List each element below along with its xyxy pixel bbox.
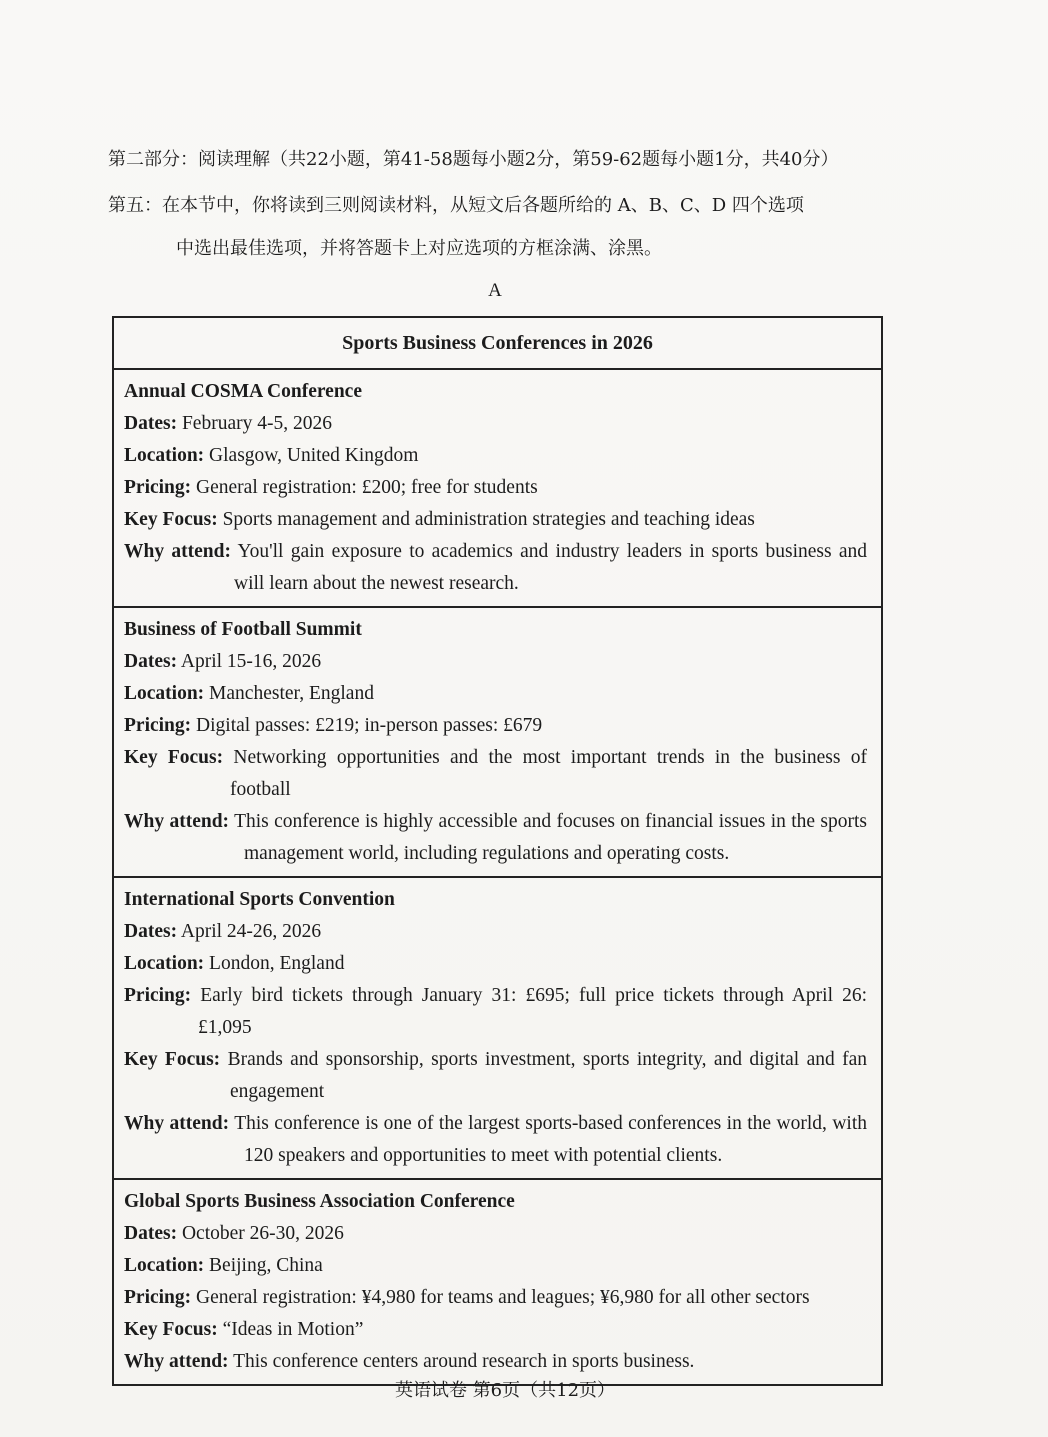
conference-name: International Sports Convention	[124, 889, 395, 910]
pricing-label: Pricing:	[124, 715, 192, 736]
section-instructions: 第五：在本节中，你将读到三则阅读材料，从短文后各题所给的 A、B、C、D 四个选项	[108, 195, 804, 216]
conference-location	[124, 948, 867, 980]
location-value: Glasgow, United Kingdom	[209, 445, 419, 466]
conference-key-focus	[124, 1044, 867, 1108]
pricing-label: Pricing:	[124, 1287, 192, 1308]
key-focus-label: Key Focus:	[124, 1049, 221, 1070]
pricing-value: Digital passes: £219; in-person passes: £679	[196, 715, 543, 736]
why-attend-label: Why attend:	[124, 1351, 229, 1372]
conference-why-attend	[124, 1346, 867, 1378]
key-focus-value: Sports management and administration strategies and teaching ideas	[222, 509, 755, 530]
dates-value: October 26-30, 2026	[181, 1223, 344, 1244]
key-focus-label: Key Focus:	[124, 509, 218, 530]
dates-value: April 24-26, 2026	[180, 921, 322, 942]
location-label: Location:	[124, 1255, 205, 1276]
conference-location	[124, 440, 867, 472]
conference-pricing	[124, 980, 867, 1044]
table-title: Sports Business Conferences in 2026	[114, 318, 881, 370]
dates-label: Dates:	[124, 413, 178, 434]
key-focus-value: “Ideas in Motion”	[222, 1319, 364, 1340]
conference-why-attend	[124, 806, 867, 870]
conference-dates	[124, 646, 867, 678]
conference-pricing	[124, 710, 867, 742]
dates-value: February 4-5, 2026	[181, 413, 332, 434]
conference-dates	[124, 408, 867, 440]
key-focus-label: Key Focus:	[124, 1319, 218, 1340]
conference-dates	[124, 1218, 867, 1250]
section-instructions-cont: 中选出最佳选项，并将答题卡上对应选项的方框涂满、涂黑。	[176, 238, 662, 259]
pricing-label: Pricing:	[124, 477, 192, 498]
location-label: Location:	[124, 953, 205, 974]
conference-table	[112, 316, 883, 1386]
conference-why-attend	[124, 536, 867, 600]
conference-entry	[114, 1180, 881, 1384]
passage-letter: A	[488, 280, 502, 301]
location-value: Manchester, England	[209, 683, 374, 704]
page-footer: 英语试卷 第6页（共12页）	[394, 1380, 616, 1401]
key-focus-value: Brands and sponsorship, sports investment, sports integrity, and digital and fan engagement	[227, 1049, 867, 1102]
conference-location	[124, 1250, 867, 1282]
why-attend-value: You'll gain exposure to academics and industry leaders in sports business and will learn about the newest research.	[234, 541, 867, 594]
location-label: Location:	[124, 445, 205, 466]
dates-label: Dates:	[124, 651, 178, 672]
why-attend-value: This conference centers around research in sports business.	[233, 1351, 695, 1372]
why-attend-label: Why attend:	[124, 1113, 230, 1134]
conference-why-attend	[124, 1108, 867, 1172]
conference-key-focus	[124, 742, 867, 806]
why-attend-label: Why attend:	[124, 811, 230, 832]
key-focus-label: Key Focus:	[124, 747, 224, 768]
pricing-label: Pricing:	[124, 985, 192, 1006]
conference-key-focus	[124, 504, 867, 536]
location-label: Location:	[124, 683, 205, 704]
dates-label: Dates:	[124, 921, 178, 942]
part-heading: 第二部分：阅读理解（共22小题，第41-58题每小题2分，第59-62题每小题1分，共40分）	[108, 149, 839, 170]
conference-entry	[114, 878, 881, 1180]
conference-dates	[124, 916, 867, 948]
location-value: London, England	[209, 953, 345, 974]
conference-entry	[114, 370, 881, 608]
pricing-value: Early bird tickets through January 31: £695; full price tickets through April 26: £1,095	[198, 985, 867, 1038]
key-focus-value: Networking opportunities and the most important trends in the business of football	[230, 747, 868, 800]
conference-name: Annual COSMA Conference	[124, 381, 362, 402]
conference-key-focus	[124, 1314, 867, 1346]
conference-pricing	[124, 1282, 867, 1314]
dates-value: April 15-16, 2026	[180, 651, 322, 672]
pricing-value: General registration: £200; free for students	[196, 477, 538, 498]
location-value: Beijing, China	[209, 1255, 323, 1276]
dates-label: Dates:	[124, 1223, 178, 1244]
why-attend-label: Why attend:	[124, 541, 231, 562]
pricing-value: General registration: ¥4,980 for teams and leagues; ¥6,980 for all other sectors	[196, 1287, 810, 1308]
conference-pricing	[124, 472, 867, 504]
conference-entry	[114, 608, 881, 878]
why-attend-value: This conference is highly accessible and focuses on financial issues in the sports management world, including regulations and operating costs.	[234, 811, 868, 864]
why-attend-value: This conference is one of the largest sports-based conferences in the world, with 120 speakers and opportunities to meet with potential clients.	[234, 1113, 867, 1166]
conference-name: Global Sports Business Association Conference	[124, 1191, 515, 1212]
conference-name: Business of Football Summit	[124, 619, 362, 640]
conference-location	[124, 678, 867, 710]
